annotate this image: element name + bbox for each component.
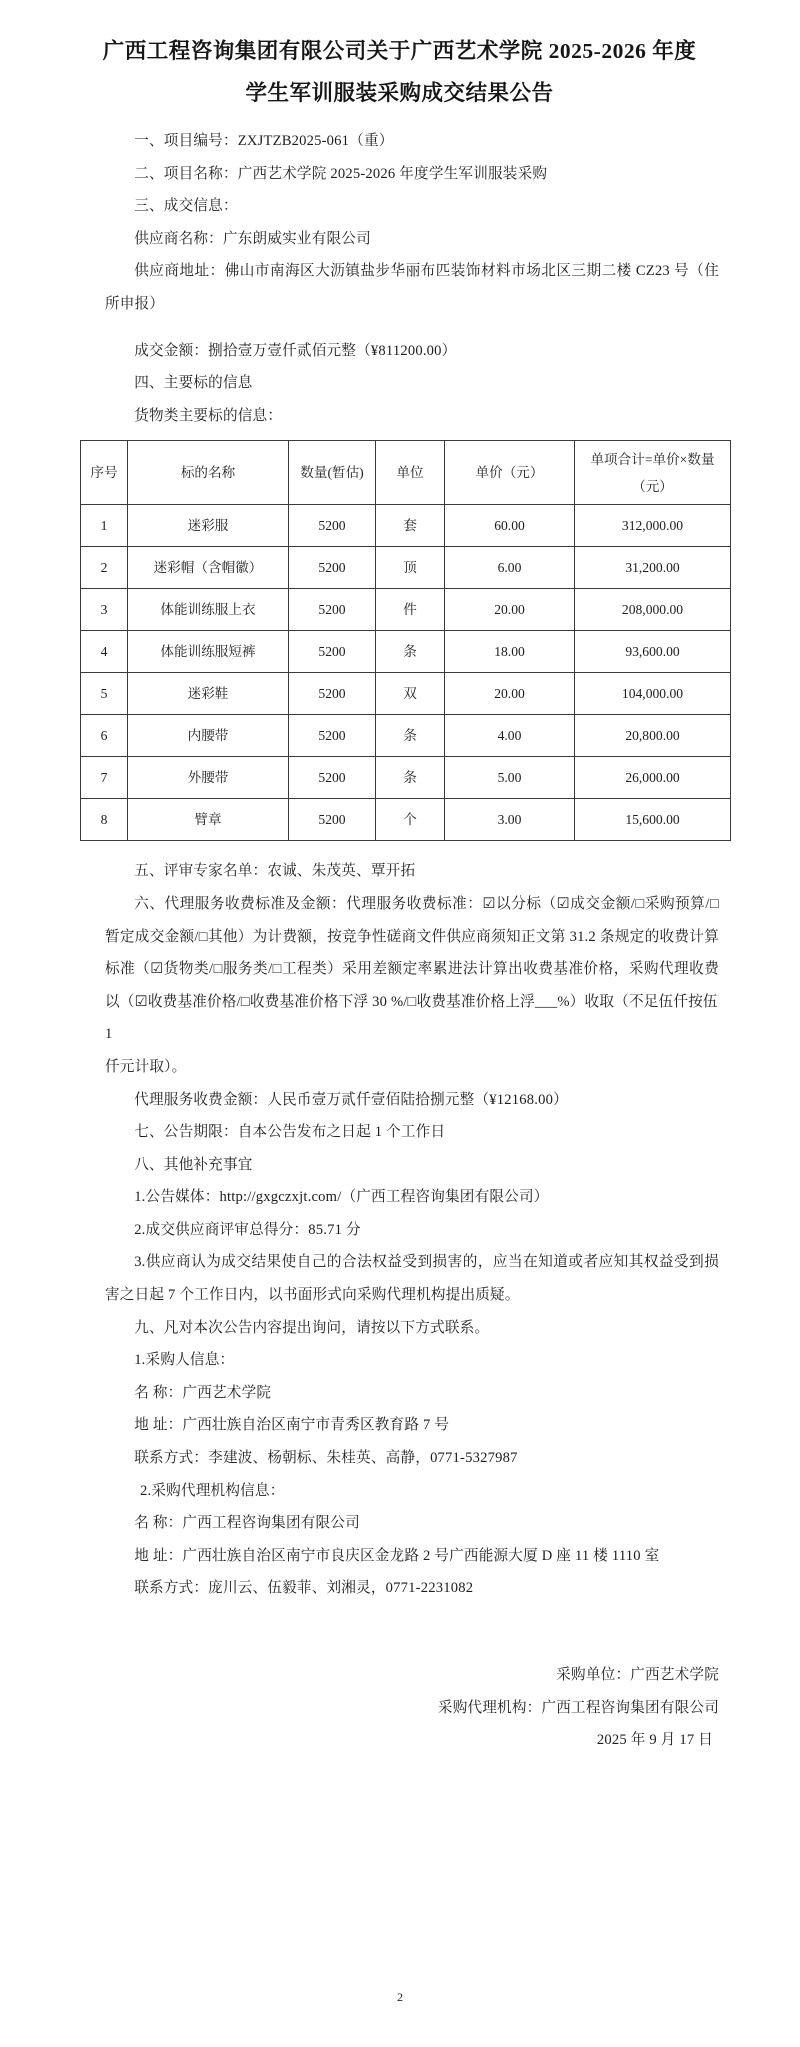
cell-quantity: 5200 — [289, 547, 376, 589]
cell-name: 迷彩帽（含帽徽） — [128, 547, 289, 589]
paragraph: 1.采购人信息： — [134, 1352, 235, 1369]
goods-table-body — [81, 505, 731, 841]
top-paragraphs — [80, 125, 719, 432]
paragraph: 2.成交供应商评审总得分：85.71 分 — [134, 1221, 361, 1238]
cell-unit-price: 20.00 — [445, 589, 575, 631]
paragraph: 2.采购代理机构信息： — [140, 1482, 285, 1499]
cell-subtotal: 20,800.00 — [575, 715, 731, 757]
cell-unit-price: 6.00 — [445, 547, 575, 589]
paragraph: 成交金额：捌拾壹万壹仟贰佰元整（¥811200.00） — [134, 342, 457, 359]
cell-index: 7 — [81, 757, 128, 799]
cell-unit-price: 4.00 — [445, 715, 575, 757]
paragraph: 二、项目名称：广西艺术学院 2025-2026 年度学生军训服装采购 — [134, 165, 548, 182]
cell-name: 迷彩鞋 — [128, 673, 289, 715]
paragraph: 代理服务收费金额：人民币壹万贰仟壹佰陆拾捌元整（¥12168.00） — [134, 1091, 568, 1108]
cell-subtotal: 208,000.00 — [575, 589, 731, 631]
footer-line: 2025 年 9 月 17 日 — [596, 1732, 713, 1749]
cell-quantity: 5200 — [289, 631, 376, 673]
col-header-subtotal: 单项合计=单价×数量（元） — [575, 441, 731, 505]
cell-subtotal: 312,000.00 — [575, 505, 731, 547]
cell-name: 体能训练服上衣 — [128, 589, 289, 631]
cell-unit: 双 — [376, 673, 445, 715]
paragraph: 一、项目编号：ZXJTZB2025-061（重） — [134, 133, 394, 149]
paragraph: 1 — [105, 1026, 113, 1043]
cell-index: 5 — [81, 673, 128, 715]
paragraph: 七、公告期限：自本公告发布之日起 1 个工作日 — [134, 1124, 446, 1141]
cell-name: 迷彩服 — [128, 505, 289, 547]
cell-index: 1 — [81, 505, 128, 547]
footer-line: 采购代理机构：广西工程咨询集团有限公司 — [437, 1699, 719, 1716]
paragraph: 联系方式：李建波、杨朝标、朱桂英、高静，0771-5327987 — [134, 1450, 518, 1467]
cell-unit: 条 — [376, 715, 445, 757]
cell-quantity: 5200 — [289, 715, 376, 757]
paragraph: 地 址：广西壮族自治区南宁市青秀区教育路 7 号 — [134, 1417, 450, 1434]
col-header-unit: 单位 — [376, 441, 445, 505]
paragraph: 3.供应商认为成交结果使自己的合法权益受到损害的，应当在知道或者应知其权益受到损害之日起 7 个工作日内，以书面形式向采购代理机构提出质疑。 — [105, 1254, 719, 1304]
paragraph: 五、评审专家名单：农诚、朱茂英、覃开拓 — [134, 863, 416, 880]
cell-name: 外腰带 — [128, 757, 289, 799]
paragraph: 仟元计取）。 — [105, 1058, 187, 1075]
cell-subtotal: 93,600.00 — [575, 631, 731, 673]
cell-quantity: 5200 — [289, 757, 376, 799]
table-row — [81, 589, 731, 631]
cell-quantity: 5200 — [289, 673, 376, 715]
cell-unit: 个 — [376, 799, 445, 841]
paragraph: 供应商地址：佛山市南海区大沥镇盐步华丽布匹装饰材料市场北区三期二楼 CZ23 号（住所申报） — [105, 263, 719, 312]
footer-line: 采购单位：广西艺术学院 — [556, 1667, 719, 1683]
col-header-name: 标的名称 — [128, 441, 289, 505]
paragraph: 八、其他补充事宜 — [134, 1156, 253, 1173]
cell-unit-price: 18.00 — [445, 631, 575, 673]
cell-subtotal: 31,200.00 — [575, 547, 731, 589]
table-row — [81, 715, 731, 757]
cell-unit: 件 — [376, 589, 445, 631]
cell-index: 6 — [81, 715, 128, 757]
paragraph: 供应商名称：广东朗威实业有限公司 — [134, 230, 371, 247]
cell-subtotal: 104,000.00 — [575, 673, 731, 715]
cell-index: 3 — [81, 589, 128, 631]
paragraph: 货物类主要标的信息： — [134, 407, 283, 424]
col-header-unit-price: 单价（元） — [445, 441, 575, 505]
cell-unit: 条 — [376, 757, 445, 799]
cell-quantity: 5200 — [289, 799, 376, 841]
cell-name: 体能训练服短裤 — [128, 631, 289, 673]
paragraph: 名 称：广西艺术学院 — [134, 1384, 272, 1401]
page-title-line-1: 广西工程咨询集团有限公司关于广西艺术学院 2025-2026 年度 — [102, 39, 697, 63]
cell-unit: 套 — [376, 505, 445, 547]
cell-index: 2 — [81, 547, 128, 589]
paragraph: 名 称：广西工程咨询集团有限公司 — [134, 1515, 360, 1532]
paragraph: 联系方式：庞川云、伍毅菲、刘湘灵，0771-2231082 — [134, 1580, 474, 1597]
table-row — [81, 673, 731, 715]
bottom-paragraphs — [80, 855, 719, 1605]
cell-quantity: 5200 — [289, 589, 376, 631]
cell-subtotal: 15,600.00 — [575, 799, 731, 841]
paragraph: 九、凡对本次公告内容提出询问，请按以下方式联系。 — [134, 1319, 490, 1336]
cell-name: 臂章 — [128, 799, 289, 841]
table-row — [81, 799, 731, 841]
cell-unit-price: 20.00 — [445, 673, 575, 715]
cell-quantity: 5200 — [289, 505, 376, 547]
page-title — [80, 30, 719, 114]
cell-unit-price: 60.00 — [445, 505, 575, 547]
page-title-line-2: 学生军训服装采购成交结果公告 — [245, 81, 554, 105]
cell-unit-price: 5.00 — [445, 757, 575, 799]
paragraph: 三、成交信息： — [134, 198, 238, 215]
cell-unit: 顶 — [376, 547, 445, 589]
table-row — [81, 757, 731, 799]
col-header-quantity: 数量(暂估) — [289, 441, 376, 505]
goods-table — [80, 440, 731, 841]
paragraph: 四、主要标的信息 — [134, 375, 253, 392]
table-header-row — [81, 441, 731, 505]
table-row — [81, 547, 731, 589]
cell-subtotal: 26,000.00 — [575, 757, 731, 799]
cell-unit-price: 3.00 — [445, 799, 575, 841]
table-row — [81, 631, 731, 673]
goods-table-header — [81, 441, 731, 505]
paragraph: 1.公告媒体：http://gxgczxjt.com/（广西工程咨询集团有限公司） — [134, 1189, 549, 1206]
cell-name: 内腰带 — [128, 715, 289, 757]
table-row — [81, 505, 731, 547]
paragraph: 地 址：广西壮族自治区南宁市良庆区金龙路 2 号广西能源大厦 D 座 11 楼 1110 室 — [134, 1547, 660, 1564]
paragraph: 六、代理服务收费标准及金额：代理服务收费标准：☑以分标（☑成交金额/□采购预算/□暂定成交金额/□其他）为计费额，按竞争性磋商文件供应商须知正文第 31.2 条规定的收费计算标准（☑货物类/□服务类/□工程类）采用差额定率累进法计算出收费基准价格，采购代理收费以（☑收费基准价格/□收费基准价格下浮 30 %/□收费基准价格上浮___%）收取（不足伍仟按伍 — [105, 895, 719, 1010]
cell-unit: 条 — [376, 631, 445, 673]
cell-index: 8 — [81, 799, 128, 841]
cell-index: 4 — [81, 631, 128, 673]
col-header-index: 序号 — [81, 441, 128, 505]
page-number: 2 — [397, 1990, 403, 2004]
signature-block — [80, 1659, 719, 1757]
